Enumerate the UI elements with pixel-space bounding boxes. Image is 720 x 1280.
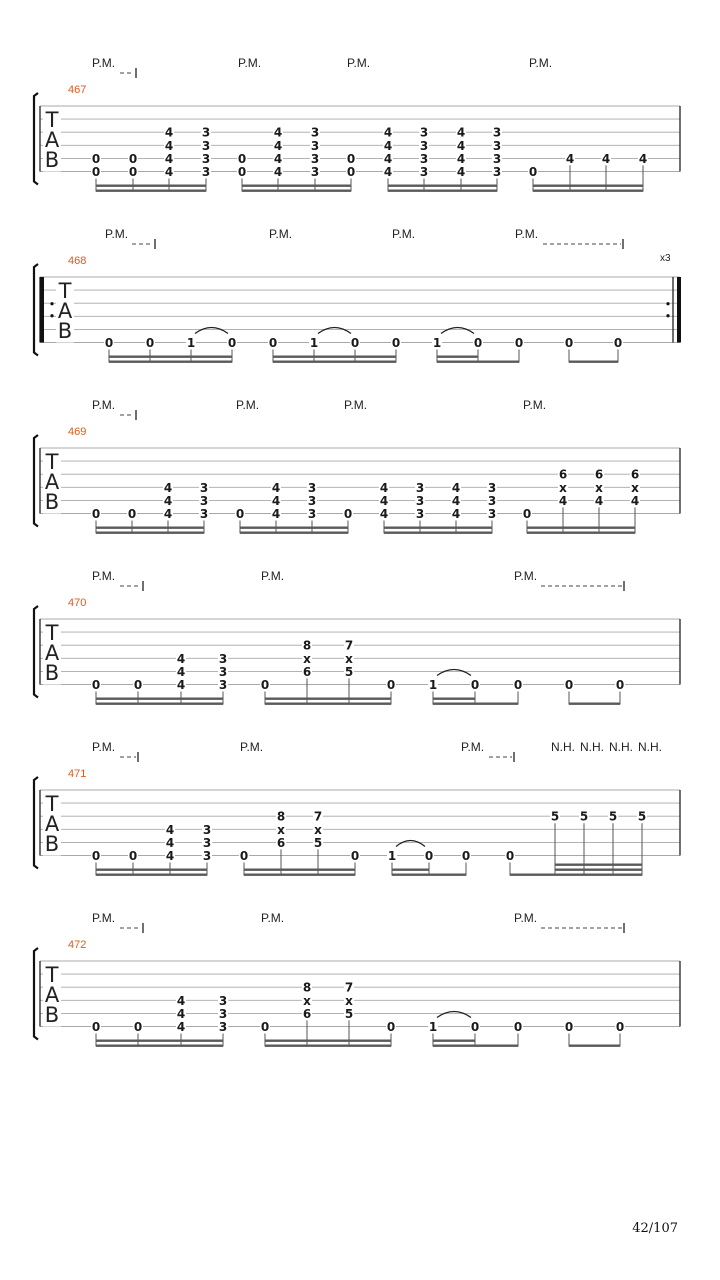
fret-number: 0 <box>91 165 101 179</box>
tab-clef-letter: B <box>44 832 60 856</box>
note-beam <box>244 869 355 871</box>
fret-number: 3 <box>310 151 320 166</box>
note-beam <box>433 1040 475 1042</box>
fret-number: 3 <box>419 125 429 140</box>
fret-number: 1 <box>428 678 438 692</box>
fret-number: 4 <box>383 138 393 153</box>
note-beam <box>555 869 642 871</box>
palm-mute-label: P.M. <box>240 740 264 754</box>
fret-number: 4 <box>273 125 283 140</box>
tab-clef-letter: T <box>58 279 72 303</box>
fret-number: 3 <box>202 822 212 837</box>
note-beam <box>96 1045 223 1047</box>
note-beam <box>527 532 635 534</box>
tie-arc <box>318 328 351 334</box>
fret-number: 0 <box>91 849 101 863</box>
fret-number: 0 <box>260 678 270 692</box>
measure-number: 471 <box>68 768 87 780</box>
fret-number: 3 <box>202 835 212 850</box>
palm-mute-label: P.M. <box>461 740 485 754</box>
fret-number: 0 <box>91 678 101 692</box>
note-beam <box>533 190 643 192</box>
palm-mute-label: P.M. <box>105 227 129 241</box>
note-beam <box>96 874 207 876</box>
measure-number: 472 <box>68 939 87 951</box>
tab-system <box>34 740 680 876</box>
fret-number: 0 <box>350 336 360 350</box>
fret-number: 4 <box>163 507 173 521</box>
fret-number: 5 <box>579 809 589 824</box>
measure-number: 468 <box>68 255 87 267</box>
note-beam <box>96 527 204 529</box>
palm-mute-label: P.M. <box>261 911 285 925</box>
note-beam <box>569 703 620 705</box>
note-beam <box>388 190 497 192</box>
fret-number: 5 <box>608 809 618 824</box>
fret-number: x <box>345 993 353 1008</box>
fret-number: 0 <box>128 151 138 166</box>
palm-mute-label: P.M. <box>92 740 116 754</box>
palm-mute-label: P.M. <box>92 398 116 412</box>
system-bracket <box>34 777 38 869</box>
fret-number: x <box>345 651 353 666</box>
measure-number: 470 <box>68 597 87 609</box>
tab-clef-letter: T <box>45 792 59 816</box>
repeat-dot <box>50 302 53 305</box>
tab-system <box>34 569 680 705</box>
note-beam <box>96 703 223 705</box>
fret-number: 4 <box>165 835 175 850</box>
fret-number: x <box>631 480 639 495</box>
note-beam <box>555 874 642 876</box>
fret-number: 4 <box>164 165 174 179</box>
fret-number: 4 <box>176 1020 186 1034</box>
note-beam <box>392 869 429 871</box>
fret-number: 0 <box>470 678 480 692</box>
fret-number: 3 <box>201 138 211 153</box>
fret-number: 4 <box>271 480 281 495</box>
palm-mute-label: P.M. <box>529 56 553 70</box>
fret-number: 0 <box>505 849 515 863</box>
tab-system <box>34 398 680 534</box>
fret-number: 4 <box>176 664 186 679</box>
fret-number: 4 <box>379 493 389 508</box>
note-beam <box>433 1045 518 1047</box>
fret-number: 4 <box>165 822 175 837</box>
fret-number: 0 <box>528 165 538 179</box>
tab-clef-letter: A <box>44 641 60 665</box>
fret-number: 0 <box>613 336 623 350</box>
tab-clef-letter: A <box>44 812 60 836</box>
tab-clef-letter: A <box>44 470 60 494</box>
fret-number: 4 <box>383 151 393 166</box>
fret-number: 3 <box>201 165 211 179</box>
tab-clef-letter: B <box>44 1003 60 1027</box>
fret-number: 6 <box>630 467 640 482</box>
tab-clef-letter: B <box>57 319 73 343</box>
fret-number: 4 <box>451 480 461 495</box>
palm-mute-label: P.M. <box>514 911 538 925</box>
fret-number: 3 <box>307 493 317 508</box>
fret-number: 0 <box>260 1020 270 1034</box>
tab-clef-letter: A <box>44 983 60 1007</box>
fret-number: 4 <box>271 493 281 508</box>
fret-number: 4 <box>379 480 389 495</box>
fret-number: 3 <box>218 1006 228 1021</box>
note-beam <box>244 874 355 876</box>
palm-mute-label: P.M. <box>392 227 416 241</box>
fret-number: 3 <box>201 125 211 140</box>
palm-mute-label: P.M. <box>514 569 538 583</box>
fret-number: 8 <box>302 638 312 653</box>
note-beam <box>273 361 396 363</box>
fret-number: 4 <box>379 507 389 521</box>
palm-mute-label: P.M. <box>92 569 116 583</box>
fret-number: 6 <box>594 467 604 482</box>
fret-number: 3 <box>492 165 502 179</box>
tab-clef-letter: T <box>45 108 59 132</box>
fret-number: 0 <box>350 849 360 863</box>
palm-mute-label: P.M. <box>238 56 262 70</box>
note-beam <box>265 1045 391 1047</box>
fret-number: 3 <box>492 151 502 166</box>
fret-number: 4 <box>594 493 604 508</box>
fret-number: 1 <box>428 1020 438 1034</box>
note-beam <box>265 703 391 705</box>
fret-number: 4 <box>456 125 466 140</box>
fret-number: 0 <box>473 336 483 350</box>
fret-number: 4 <box>383 165 393 179</box>
note-beam <box>384 527 492 529</box>
fret-number: 0 <box>564 336 574 350</box>
fret-number: 3 <box>310 165 320 179</box>
note-beam <box>109 361 232 363</box>
note-beam <box>265 1040 391 1042</box>
fret-number: 4 <box>383 125 393 140</box>
fret-number: 3 <box>492 125 502 140</box>
fret-number: 0 <box>227 336 237 350</box>
repeat-end-bar <box>677 277 681 343</box>
fret-number: 0 <box>91 151 101 166</box>
fret-number: 3 <box>199 480 209 495</box>
fret-number: 0 <box>346 165 356 179</box>
tie-arc <box>396 841 425 847</box>
palm-mute-label: P.M. <box>269 227 293 241</box>
fret-number: 5 <box>313 835 323 850</box>
fret-number: 4 <box>630 493 640 508</box>
repeat-start-bar <box>40 277 44 343</box>
fret-number: 0 <box>391 336 401 350</box>
note-beam <box>510 874 555 876</box>
fret-number: 0 <box>615 678 625 692</box>
fret-number: 3 <box>307 480 317 495</box>
fret-number: x <box>303 651 311 666</box>
fret-number: 6 <box>276 835 286 850</box>
fret-number: 4 <box>451 507 461 521</box>
fret-number: 3 <box>419 165 429 179</box>
fret-number: 3 <box>415 507 425 521</box>
fret-number: 0 <box>513 1020 523 1034</box>
fret-number: 4 <box>165 849 175 863</box>
fret-number: 5 <box>344 664 354 679</box>
fret-number: 3 <box>218 664 228 679</box>
fret-number: 0 <box>237 151 247 166</box>
note-beam <box>96 1040 223 1042</box>
fret-number: 4 <box>163 493 173 508</box>
fret-number: 0 <box>514 336 524 350</box>
fret-number: 3 <box>415 480 425 495</box>
fret-number: 0 <box>133 1020 143 1034</box>
fret-number: 7 <box>313 809 323 824</box>
fret-number: 0 <box>237 165 247 179</box>
fret-number: 6 <box>302 1006 312 1021</box>
note-beam <box>388 185 497 187</box>
fret-number: 3 <box>218 1020 228 1034</box>
fret-number: 1 <box>432 336 442 350</box>
note-beam <box>392 874 466 876</box>
note-beam <box>569 1045 620 1047</box>
note-beam <box>437 361 519 363</box>
system-bracket <box>34 264 38 356</box>
system-bracket <box>34 948 38 1040</box>
tab-clef-letter: B <box>44 490 60 514</box>
fret-number: 4 <box>273 138 283 153</box>
note-beam <box>96 532 204 534</box>
fret-number: 3 <box>199 493 209 508</box>
tie-arc <box>195 328 228 334</box>
fret-number: x <box>277 822 285 837</box>
note-beam <box>384 532 492 534</box>
note-beam <box>96 869 207 871</box>
fret-number: 3 <box>218 651 228 666</box>
fret-number: 1 <box>186 336 196 350</box>
palm-mute-label: P.M. <box>261 569 285 583</box>
natural-harmonic-label: N.H. <box>638 740 662 754</box>
tab-system <box>34 227 681 363</box>
palm-mute-label: P.M. <box>523 398 547 412</box>
fret-number: 3 <box>218 678 228 692</box>
note-beam <box>96 190 206 192</box>
fret-number: 4 <box>456 165 466 179</box>
measure-number: 469 <box>68 426 87 438</box>
fret-number: 4 <box>456 151 466 166</box>
fret-number: 4 <box>164 125 174 140</box>
fret-number: 0 <box>104 336 114 350</box>
palm-mute-label: P.M. <box>236 398 260 412</box>
fret-number: 3 <box>419 151 429 166</box>
fret-number: 0 <box>564 678 574 692</box>
fret-number: 1 <box>309 336 319 350</box>
fret-number: 8 <box>302 980 312 995</box>
fret-number: 0 <box>343 507 353 521</box>
fret-number: 0 <box>424 849 434 863</box>
fret-number: 3 <box>202 849 212 863</box>
note-beam <box>96 185 206 187</box>
fret-number: 4 <box>451 493 461 508</box>
fret-number: 4 <box>601 151 611 166</box>
note-beam <box>569 361 618 363</box>
palm-mute-label: P.M. <box>515 227 539 241</box>
fret-number: 3 <box>487 493 497 508</box>
fret-number: 4 <box>273 165 283 179</box>
fret-number: 4 <box>164 151 174 166</box>
tab-system <box>34 911 680 1047</box>
note-beam <box>527 527 635 529</box>
palm-mute-label: P.M. <box>344 398 368 412</box>
fret-number: 3 <box>307 507 317 521</box>
tab-clef-letter: T <box>45 450 59 474</box>
fret-number: 4 <box>176 651 186 666</box>
palm-mute-label: P.M. <box>92 56 116 70</box>
repeat-count: x3 <box>660 253 671 264</box>
fret-number: x <box>559 480 567 495</box>
tab-clef-letter: A <box>57 299 73 323</box>
fret-number: 4 <box>565 151 575 166</box>
tab-system <box>34 56 680 192</box>
fret-number: 0 <box>239 849 249 863</box>
fret-number: 3 <box>218 993 228 1008</box>
tie-arc <box>437 670 471 676</box>
fret-number: x <box>595 480 603 495</box>
fret-number: 4 <box>164 138 174 153</box>
fret-number: 5 <box>344 1006 354 1021</box>
fret-number: 0 <box>564 1020 574 1034</box>
note-beam <box>109 356 232 358</box>
fret-number: 5 <box>550 809 560 824</box>
fret-number: 0 <box>615 1020 625 1034</box>
fret-number: 4 <box>176 678 186 692</box>
note-beam <box>265 698 391 700</box>
note-beam <box>96 698 223 700</box>
repeat-dot <box>50 314 53 317</box>
note-beam <box>433 698 475 700</box>
fret-number: 0 <box>470 1020 480 1034</box>
tab-clef-letter: B <box>44 148 60 172</box>
repeat-dot <box>666 302 669 305</box>
fret-number: 3 <box>310 138 320 153</box>
tab-clef-letter: A <box>44 128 60 152</box>
fret-number: 4 <box>176 1006 186 1021</box>
fret-number: 0 <box>346 151 356 166</box>
tie-arc <box>441 328 474 334</box>
fret-number: 0 <box>128 165 138 179</box>
fret-number: 0 <box>513 678 523 692</box>
fret-number: x <box>314 822 322 837</box>
note-beam <box>273 356 396 358</box>
note-beam <box>242 190 351 192</box>
fret-number: 6 <box>302 664 312 679</box>
fret-number: 0 <box>235 507 245 521</box>
note-beam <box>555 864 642 866</box>
fret-number: 4 <box>456 138 466 153</box>
fret-number: 3 <box>415 493 425 508</box>
repeat-dot <box>666 314 669 317</box>
fret-number: 3 <box>310 125 320 140</box>
fret-number: 4 <box>273 151 283 166</box>
fret-number: 4 <box>638 151 648 166</box>
note-beam <box>242 185 351 187</box>
fret-number: 6 <box>558 467 568 482</box>
fret-number: 4 <box>558 493 568 508</box>
fret-number: 3 <box>199 507 209 521</box>
palm-mute-label: P.M. <box>92 911 116 925</box>
note-beam <box>240 527 348 529</box>
note-beam <box>433 703 518 705</box>
tab-clef-letter: T <box>45 621 59 645</box>
fret-number: 4 <box>271 507 281 521</box>
measure-number: 467 <box>68 84 87 96</box>
fret-number: 0 <box>461 849 471 863</box>
tie-arc <box>437 1012 471 1018</box>
fret-number: 0 <box>522 507 532 521</box>
fret-number: 0 <box>91 507 101 521</box>
natural-harmonic-label: N.H. <box>580 740 604 754</box>
fret-number: 0 <box>91 1020 101 1034</box>
fret-number: 3 <box>419 138 429 153</box>
fret-number: 8 <box>276 809 286 824</box>
fret-number: 3 <box>487 507 497 521</box>
fret-number: 0 <box>133 678 143 692</box>
natural-harmonic-label: N.H. <box>551 740 575 754</box>
palm-mute-label: P.M. <box>347 56 371 70</box>
note-beam <box>533 185 643 187</box>
fret-number: 1 <box>387 849 397 863</box>
system-bracket <box>34 435 38 527</box>
fret-number: 0 <box>145 336 155 350</box>
note-beam <box>437 356 478 358</box>
fret-number: 7 <box>344 980 354 995</box>
fret-number: 0 <box>128 849 138 863</box>
system-bracket <box>34 606 38 698</box>
tab-clef-letter: B <box>44 661 60 685</box>
system-bracket <box>34 93 38 185</box>
note-beam <box>240 532 348 534</box>
fret-number: 7 <box>344 638 354 653</box>
page-number: 42/107 <box>632 1221 678 1236</box>
fret-number: 4 <box>163 480 173 495</box>
fret-number: 3 <box>492 138 502 153</box>
fret-number: 3 <box>487 480 497 495</box>
natural-harmonic-label: N.H. <box>609 740 633 754</box>
fret-number: 0 <box>127 507 137 521</box>
fret-number: 0 <box>268 336 278 350</box>
fret-number: 3 <box>201 151 211 166</box>
fret-number: 5 <box>637 809 647 824</box>
fret-number: x <box>303 993 311 1008</box>
fret-number: 0 <box>386 678 396 692</box>
tab-clef-letter: T <box>45 963 59 987</box>
fret-number: 0 <box>386 1020 396 1034</box>
fret-number: 4 <box>176 993 186 1008</box>
